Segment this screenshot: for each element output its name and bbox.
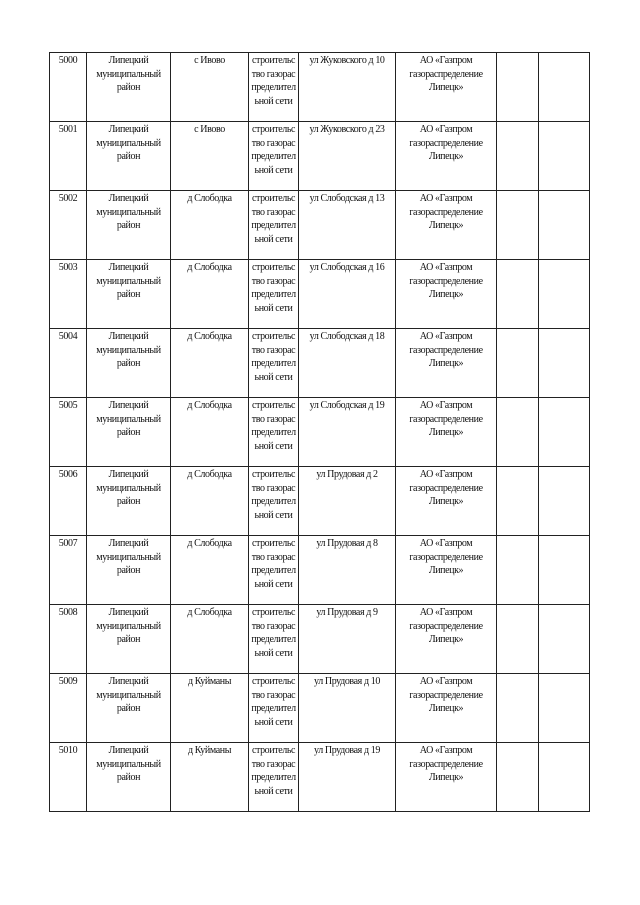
cell-extra-2	[539, 605, 590, 674]
cell-settlement: д Слободка	[171, 605, 249, 674]
cell-district: Липецкий муниципальный район	[87, 467, 171, 536]
cell-id: 5010	[50, 743, 87, 812]
cell-owner: АО «Газпром газораспределение Липецк»	[396, 674, 497, 743]
cell-id: 5008	[50, 605, 87, 674]
cell-object: строительство газораспределительной сети	[249, 398, 299, 467]
cell-extra-2	[539, 329, 590, 398]
cell-object: строительство газораспределительной сети	[249, 605, 299, 674]
cell-id: 5004	[50, 329, 87, 398]
cell-extra-2	[539, 122, 590, 191]
cell-extra-1	[497, 605, 539, 674]
cell-extra-1	[497, 53, 539, 122]
cell-object: строительство газораспределительной сети	[249, 329, 299, 398]
cell-id: 5003	[50, 260, 87, 329]
table-row	[50, 743, 590, 812]
cell-address: ул Прудовая д 19	[299, 743, 396, 812]
table-row	[50, 674, 590, 743]
cell-extra-2	[539, 467, 590, 536]
cell-extra-2	[539, 191, 590, 260]
cell-settlement: д Куйманы	[171, 743, 249, 812]
cell-extra-2	[539, 398, 590, 467]
cell-extra-1	[497, 191, 539, 260]
cell-settlement: д Куйманы	[171, 674, 249, 743]
cell-object: строительство газораспределительной сети	[249, 743, 299, 812]
cell-extra-1	[497, 467, 539, 536]
cell-settlement: д Слободка	[171, 467, 249, 536]
table-row	[50, 605, 590, 674]
cell-owner: АО «Газпром газораспределение Липецк»	[396, 329, 497, 398]
cell-settlement: с Ивово	[171, 122, 249, 191]
table-row	[50, 467, 590, 536]
cell-extra-1	[497, 536, 539, 605]
cell-settlement: д Слободка	[171, 191, 249, 260]
table-row	[50, 260, 590, 329]
cell-settlement: с Ивово	[171, 53, 249, 122]
cell-id: 5002	[50, 191, 87, 260]
cell-owner: АО «Газпром газораспределение Липецк»	[396, 467, 497, 536]
cell-object: строительство газораспределительной сети	[249, 191, 299, 260]
cell-id: 5000	[50, 53, 87, 122]
cell-extra-1	[497, 674, 539, 743]
cell-object: строительство газораспределительной сети	[249, 674, 299, 743]
data-table	[49, 52, 590, 812]
cell-id: 5009	[50, 674, 87, 743]
cell-owner: АО «Газпром газораспределение Липецк»	[396, 122, 497, 191]
cell-address: ул Слободская д 13	[299, 191, 396, 260]
cell-extra-1	[497, 743, 539, 812]
table-row	[50, 398, 590, 467]
cell-district: Липецкий муниципальный район	[87, 260, 171, 329]
cell-address: ул Слободская д 19	[299, 398, 396, 467]
table-row	[50, 191, 590, 260]
cell-extra-2	[539, 743, 590, 812]
cell-owner: АО «Газпром газораспределение Липецк»	[396, 191, 497, 260]
cell-extra-1	[497, 398, 539, 467]
cell-address: ул Прудовая д 10	[299, 674, 396, 743]
cell-address: ул Прудовая д 8	[299, 536, 396, 605]
cell-extra-1	[497, 122, 539, 191]
cell-district: Липецкий муниципальный район	[87, 536, 171, 605]
cell-extra-2	[539, 260, 590, 329]
cell-district: Липецкий муниципальный район	[87, 122, 171, 191]
cell-owner: АО «Газпром газораспределение Липецк»	[396, 260, 497, 329]
cell-district: Липецкий муниципальный район	[87, 674, 171, 743]
cell-object: строительство газораспределительной сети	[249, 122, 299, 191]
table-row	[50, 536, 590, 605]
cell-address: ул Жуковского д 10	[299, 53, 396, 122]
table-row	[50, 122, 590, 191]
cell-settlement: д Слободка	[171, 536, 249, 605]
cell-id: 5006	[50, 467, 87, 536]
cell-object: строительство газораспределительной сети	[249, 536, 299, 605]
cell-extra-1	[497, 260, 539, 329]
cell-district: Липецкий муниципальный район	[87, 53, 171, 122]
cell-settlement: д Слободка	[171, 398, 249, 467]
cell-district: Липецкий муниципальный район	[87, 329, 171, 398]
cell-district: Липецкий муниципальный район	[87, 398, 171, 467]
cell-extra-2	[539, 53, 590, 122]
cell-owner: АО «Газпром газораспределение Липецк»	[396, 53, 497, 122]
cell-object: строительство газораспределительной сети	[249, 467, 299, 536]
cell-district: Липецкий муниципальный район	[87, 191, 171, 260]
cell-district: Липецкий муниципальный район	[87, 743, 171, 812]
cell-object: строительство газораспределительной сети	[249, 53, 299, 122]
table-body	[50, 53, 590, 812]
cell-id: 5001	[50, 122, 87, 191]
cell-settlement: д Слободка	[171, 329, 249, 398]
cell-id: 5005	[50, 398, 87, 467]
cell-address: ул Жуковского д 23	[299, 122, 396, 191]
cell-owner: АО «Газпром газораспределение Липецк»	[396, 398, 497, 467]
cell-extra-2	[539, 674, 590, 743]
cell-owner: АО «Газпром газораспределение Липецк»	[396, 743, 497, 812]
table-row	[50, 53, 590, 122]
cell-district: Липецкий муниципальный район	[87, 605, 171, 674]
table-row	[50, 329, 590, 398]
cell-extra-2	[539, 536, 590, 605]
cell-owner: АО «Газпром газораспределение Липецк»	[396, 536, 497, 605]
cell-id: 5007	[50, 536, 87, 605]
cell-settlement: д Слободка	[171, 260, 249, 329]
cell-address: ул Слободская д 16	[299, 260, 396, 329]
cell-owner: АО «Газпром газораспределение Липецк»	[396, 605, 497, 674]
cell-object: строительство газораспределительной сети	[249, 260, 299, 329]
cell-address: ул Слободская д 18	[299, 329, 396, 398]
cell-extra-1	[497, 329, 539, 398]
cell-address: ул Прудовая д 2	[299, 467, 396, 536]
cell-address: ул Прудовая д 9	[299, 605, 396, 674]
